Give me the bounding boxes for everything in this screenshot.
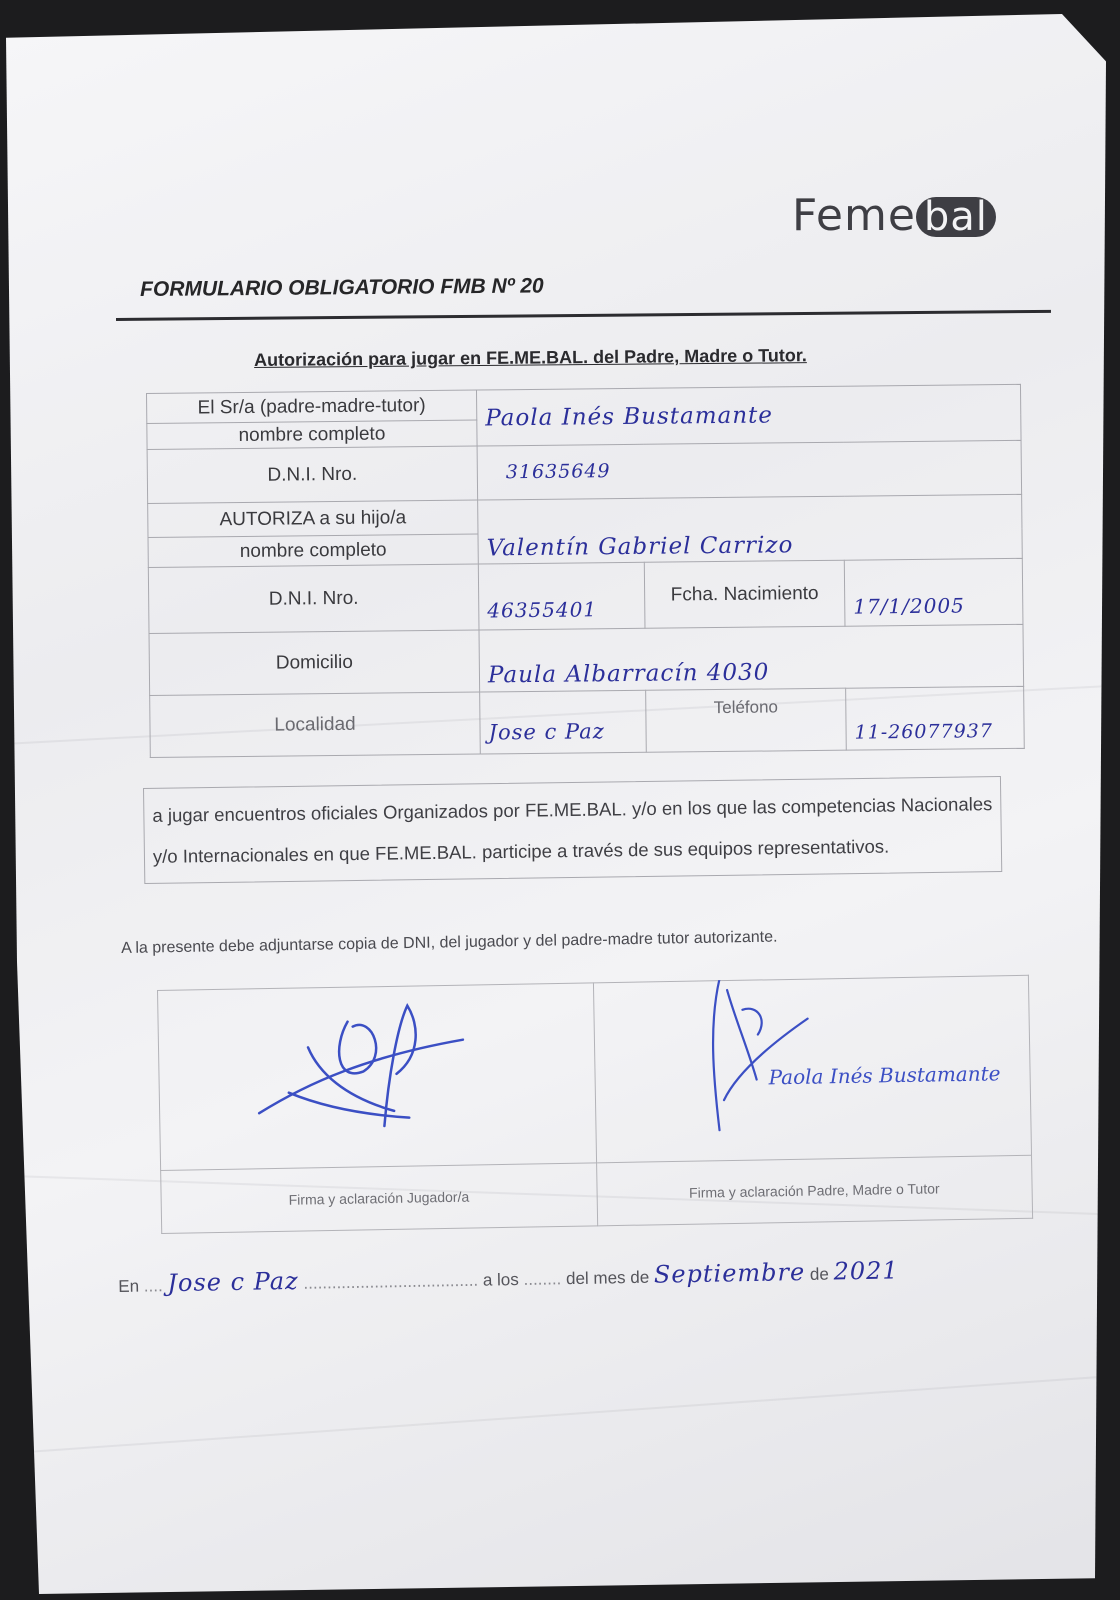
address-value: Paula Albarracín 4030 [487, 658, 770, 688]
month-value: Septiembre [653, 1258, 806, 1289]
locality-label: Localidad [150, 692, 481, 757]
guardian-name-field[interactable] [476, 384, 1021, 446]
guardian-signature [712, 975, 810, 1131]
paper-crease [7, 1376, 1104, 1455]
guardian-name-hint: nombre completo [147, 420, 477, 449]
child-name-hint: nombre completo [148, 534, 478, 567]
signatures-drawing [157, 975, 1032, 1170]
a-los-label: a los [482, 1270, 519, 1290]
birth-date-value: 17/1/2005 [853, 593, 965, 619]
locality-value: Jose c Paz [488, 719, 605, 745]
guardian-clarification: Paola Inés Bustamante [768, 1061, 1001, 1090]
de-label: de [809, 1264, 830, 1284]
phone-label: Teléfono [646, 688, 847, 752]
guardian-label: El Sr/a (padre-madre-tutor) [147, 390, 477, 423]
birth-date-field[interactable] [844, 558, 1023, 626]
locality-field[interactable] [480, 690, 647, 754]
child-dni-label: D.N.I. Nro. [148, 564, 479, 633]
dots: ..................................... [298, 1270, 484, 1293]
player-signature [257, 1005, 464, 1129]
guardian-dni-value: 31635649 [505, 460, 611, 484]
authorizes-label: AUTORIZA a su hijo/a [148, 500, 478, 537]
child-name-value: Valentín Gabriel Carrizo [486, 531, 794, 561]
month-label: del mes de [565, 1267, 650, 1289]
address-label: Domicilio [149, 630, 480, 695]
form-number-heading: FORMULARIO OBLIGATORIO FMB Nº 20 [140, 274, 544, 301]
attachment-note: A la presente debe adjuntarse copia de DNI, del jugador y del padre-madre tutor autorizante. [121, 928, 778, 957]
authorization-grid [146, 384, 1024, 758]
place-value: Jose c Paz [167, 1266, 299, 1298]
child-name-field[interactable] [478, 494, 1023, 564]
guardian-dni-field[interactable] [477, 440, 1022, 500]
guardian-name-value: Paola Inés Bustamante [485, 401, 774, 431]
dots: .... [138, 1276, 168, 1296]
guardian-dni-label: D.N.I. Nro. [147, 446, 478, 503]
year-value: 2021 [833, 1256, 899, 1286]
child-dni-value: 46355401 [487, 597, 598, 623]
phone-field[interactable] [846, 686, 1025, 750]
player-signature-caption: Firma y aclaración Jugador/a [161, 1163, 598, 1234]
authorization-title: Autorización para jugar en FE.ME.BAL. del Padre, Madre o Tutor. [254, 345, 807, 370]
guardian-signature-caption: Firma y aclaración Padre, Madre o Tutor [596, 1155, 1033, 1226]
birth-date-label: Fcha. Nacimiento [644, 560, 845, 628]
address-field[interactable] [479, 624, 1024, 692]
en-label: En [118, 1276, 140, 1296]
child-dni-field[interactable] [478, 562, 645, 630]
phone-value: 11-26077937 [854, 720, 994, 744]
signature-box [157, 975, 1033, 1230]
authorization-clause: a jugar encuentros oficiales Organizados por FE.ME.BAL. y/o en los que las competencias Nacionales y/o Internacionales en que FE.ME.BAL. participe a través de sus equipos representativos. [143, 776, 1002, 884]
dots: ........ [518, 1269, 567, 1290]
femebal-logo: Feme bal [792, 190, 996, 241]
